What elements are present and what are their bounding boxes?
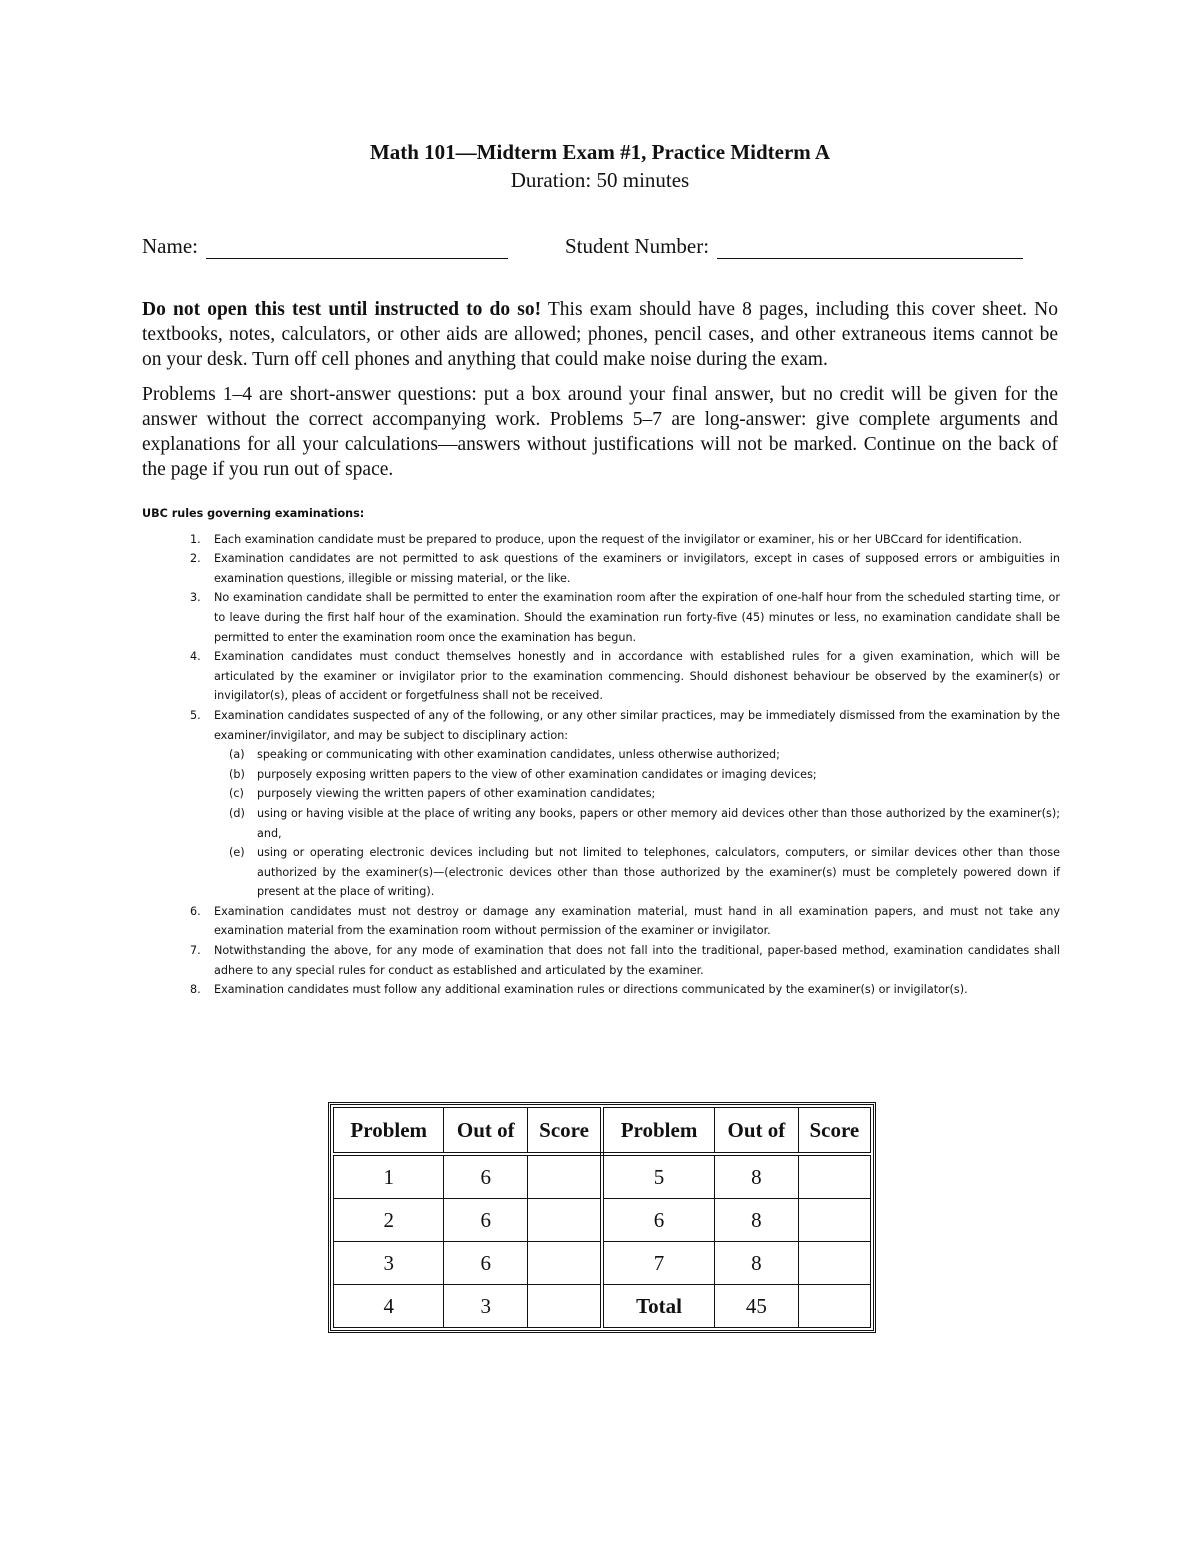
header-problem: Problem: [334, 1108, 444, 1155]
table-row: [334, 1242, 871, 1285]
header-score: Score: [798, 1108, 870, 1155]
out-of-cell: 6: [444, 1199, 528, 1242]
name-field[interactable]: [142, 234, 508, 259]
total-score-cell[interactable]: [798, 1285, 870, 1328]
header-score: Score: [528, 1108, 602, 1155]
rule-sub-item: [142, 843, 1060, 902]
rule-number: 8.: [190, 983, 201, 997]
student-number-blank-line[interactable]: [717, 238, 1023, 259]
rule-sub-text: using or having visible at the place of writing any books, papers or other memory aid devices other than those authorized by the examiner(s); and,: [257, 806, 1060, 840]
score-table: [333, 1107, 871, 1328]
total-label-cell: Total: [602, 1285, 715, 1328]
name-blank-line[interactable]: [206, 238, 508, 259]
out-of-cell: 8: [715, 1199, 799, 1242]
rule-item: [142, 941, 1060, 980]
out-of-cell: 8: [715, 1242, 799, 1285]
score-table-header-row: [334, 1108, 871, 1155]
score-cell[interactable]: [798, 1242, 870, 1285]
out-of-cell: 3: [444, 1285, 528, 1328]
total-out-of-cell: 45: [715, 1285, 799, 1328]
out-of-cell: 6: [444, 1154, 528, 1199]
table-row: [334, 1154, 871, 1199]
rules-heading: UBC rules governing examinations:: [142, 507, 365, 520]
problem-cell: 6: [602, 1199, 715, 1242]
rule-item: [142, 549, 1060, 588]
rule-text: Examination candidates are not permitted to ask questions of the examiners or invigilators, except in cases of supposed errors or ambiguities in examination questions, illegible or missing material, or the like.: [214, 552, 1060, 585]
problem-cell: 5: [602, 1154, 715, 1199]
rule-sub-item: [142, 784, 1060, 804]
rule-text: No examination candidate shall be permitted to enter the examination room after the expiration of one-half hour from the scheduled starting time, or to leave during the first half hour of the examination. Should the examination run forty-five (45) minutes or less, no examination candidate shall be permitted to enter the examination room once the examination has begun.: [214, 591, 1060, 644]
rule-item: [142, 647, 1060, 706]
rule-sub-letter: (b): [229, 767, 245, 781]
problem-cell: 4: [334, 1285, 444, 1328]
out-of-cell: 6: [444, 1242, 528, 1285]
table-row: [334, 1285, 871, 1328]
rule-item: [142, 902, 1060, 941]
rule-number: 6.: [190, 904, 201, 918]
name-label: Name:: [142, 234, 198, 258]
rule-number: 5.: [190, 708, 201, 722]
rule-text: Examination candidates must not destroy or damage any examination material, must hand in all examination papers, and must not take any examination material from the examination room without permission of the examiner or invigilator.: [214, 904, 1060, 938]
ubc-rules: [142, 504, 1060, 1000]
problem-cell: 7: [602, 1242, 715, 1285]
instructions-paragraph-1-text: This exam should have 8 pages, including this cover sheet. No textbooks, notes, calculators, or other aids are allowed; phones, pencil cases, and other extraneous items cannot be on your desk. Turn off cell phones and anything that could make noise during the exam.: [142, 299, 1058, 370]
score-cell[interactable]: [528, 1199, 602, 1242]
score-cell[interactable]: [528, 1285, 602, 1328]
score-cell[interactable]: [528, 1242, 602, 1285]
rule-text: Each examination candidate must be prepared to produce, upon the request of the invigilator or examiner, his or her UBCcard for identification.: [214, 532, 1023, 546]
header-out-of: Out of: [444, 1108, 528, 1155]
problem-cell: 1: [334, 1154, 444, 1199]
score-table-frame: [328, 1102, 876, 1333]
rule-number: 2.: [190, 552, 201, 566]
rule-number: 7.: [190, 944, 201, 958]
score-cell[interactable]: [528, 1154, 602, 1199]
rule-number: 3.: [190, 591, 201, 605]
rule-text: Examination candidates must conduct themselves honestly and in accordance with established rules for a given examination, which will be articulated by the examiner or invigilator prior to the examination commencing. Should dishonest behaviour be observed by the examiner(s) or invigilator(s), pleas of accident or forgetfulness shall not be received.: [214, 650, 1060, 703]
out-of-cell: 8: [715, 1154, 799, 1199]
instructions-paragraph-1: [142, 297, 1058, 372]
rule-sub-text: speaking or communicating with other examination candidates, unless otherwise authorized;: [257, 748, 780, 762]
rule-sub-text: purposely viewing the written papers of other examination candidates;: [257, 787, 656, 801]
rule-text: Examination candidates must follow any additional examination rules or directions communicated by the examiner(s) or invigilator(s).: [214, 983, 968, 997]
table-row: [334, 1199, 871, 1242]
rule-text: Examination candidates suspected of any of the following, or any other similar practices, may be immediately dismissed from the examination by the examiner/invigilator, and may be subject to disciplinary action:: [214, 708, 1060, 742]
header-problem: Problem: [602, 1108, 715, 1155]
rule-text: Notwithstanding the above, for any mode of examination that does not fall into the traditional, paper-based method, examination candidates shall adhere to any special rules for conduct as established and articulated by the examiner.: [214, 944, 1060, 977]
header-out-of: Out of: [715, 1108, 799, 1155]
exam-duration: Duration: 50 minutes: [510, 168, 690, 192]
rule-item: [142, 980, 1060, 1000]
instructions-warning: Do not open this test until instructed to do so!: [142, 299, 542, 320]
score-cell[interactable]: [798, 1154, 870, 1199]
instructions: [142, 297, 1058, 492]
student-info-fields: [142, 234, 1042, 264]
rule-sub-item: [142, 745, 1060, 765]
problem-cell: 3: [334, 1242, 444, 1285]
rule-sub-item: [142, 804, 1060, 843]
rule-sub-letter: (d): [229, 806, 245, 820]
score-cell[interactable]: [798, 1199, 870, 1242]
rule-sub-item: [142, 765, 1060, 785]
exam-title: Math 101—Midterm Exam #1, Practice Midterm A: [369, 140, 831, 164]
problem-cell: 2: [334, 1199, 444, 1242]
student-number-label: Student Number:: [565, 234, 710, 258]
rule-sub-text: purposely exposing written papers to the view of other examination candidates or imaging devices;: [257, 767, 817, 781]
rule-item: [142, 706, 1060, 745]
student-number-field[interactable]: [565, 234, 1023, 259]
rule-sub-text: using or operating electronic devices including but not limited to telephones, calculators, computers, or similar devices other than those authorized by the examiner(s)—(electronic devices other than those authorized by the examiner(s) must be completely powered down if present at the place of writing).: [257, 846, 1060, 899]
rule-item: [142, 530, 1060, 550]
rule-number: 4.: [190, 650, 201, 664]
rule-sub-letter: (a): [229, 748, 245, 762]
rule-number: 1.: [190, 532, 201, 546]
instructions-paragraph-2: Problems 1–4 are short-answer questions: put a box around your final answer, but no credit will be given for the answer without the correct accompanying work. Problems 5–7 are long-answer: give complete arguments and explanations for all your calculations—answers without justifications will not be marked. Continue on the back of the page if you run out of space.: [142, 384, 1058, 480]
rule-sub-letter: (c): [229, 787, 244, 801]
rule-item: [142, 588, 1060, 647]
rule-sub-letter: (e): [229, 846, 245, 860]
